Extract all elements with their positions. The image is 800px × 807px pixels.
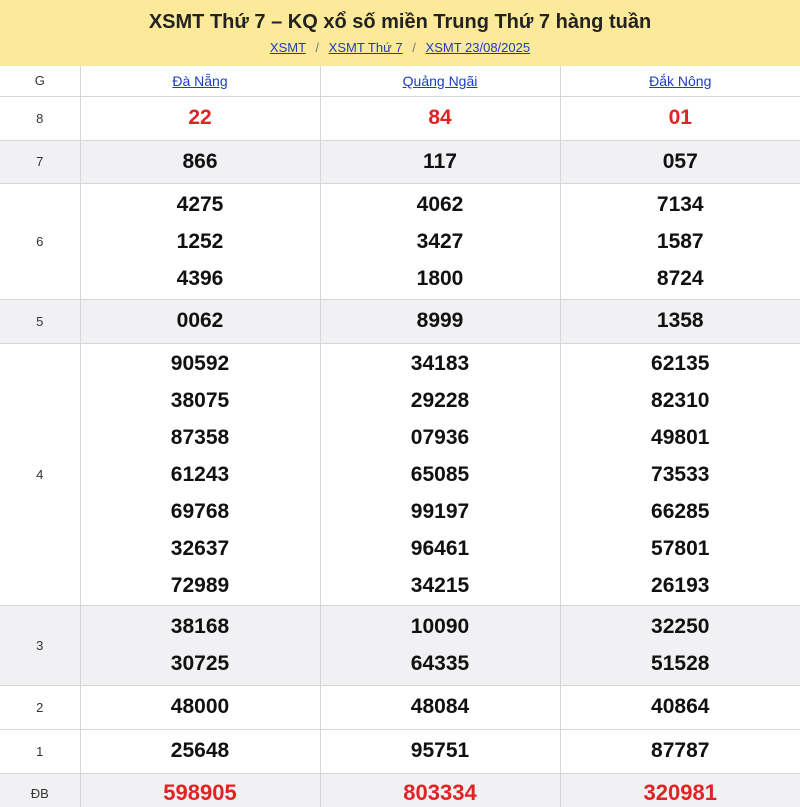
prize-label: 8 <box>0 96 80 140</box>
result-number: 72989 <box>170 573 230 597</box>
prize-row-2 <box>0 685 800 729</box>
result-cell-da-nang <box>80 605 320 685</box>
result-cell-quang-ngai <box>320 729 560 773</box>
prize-row-3 <box>0 605 800 685</box>
result-number: 866 <box>182 149 218 173</box>
result-number: 90592 <box>170 351 230 375</box>
prize-label: 2 <box>0 685 80 729</box>
result-number: 51528 <box>651 652 710 675</box>
result-cell-da-nang <box>80 299 320 343</box>
result-number: 320981 <box>643 780 717 805</box>
result-cell-dak-nong <box>560 140 800 183</box>
result-number: 38168 <box>170 615 230 638</box>
result-number: 73533 <box>651 462 710 486</box>
result-cell-quang-ngai <box>320 140 560 183</box>
result-cell-da-nang <box>80 343 320 605</box>
result-cell-quang-ngai <box>320 343 560 605</box>
result-number: 1587 <box>656 229 704 253</box>
prize-label: 3 <box>0 605 80 685</box>
prize-row-4 <box>0 343 800 605</box>
prize-label: 1 <box>0 729 80 773</box>
result-cell-da-nang <box>80 685 320 729</box>
result-number: 61243 <box>170 462 230 486</box>
result-number: 8999 <box>416 309 464 332</box>
province-link-dak-nong[interactable]: Đắk Nông <box>649 72 712 89</box>
result-number: 40864 <box>651 695 710 718</box>
result-cell-da-nang <box>80 729 320 773</box>
result-number: 01 <box>668 106 692 129</box>
table-header-row <box>0 66 800 96</box>
result-number: 1358 <box>656 309 704 332</box>
result-cell-dak-nong <box>560 343 800 605</box>
result-number: 7134 <box>656 192 704 216</box>
result-number: 30725 <box>170 652 230 675</box>
result-number: 66285 <box>651 499 710 523</box>
results-table <box>0 66 800 807</box>
province-link-da-nang[interactable]: Đà Nẵng <box>172 72 228 89</box>
prize-label: 4 <box>0 343 80 605</box>
result-cell-dak-nong <box>560 773 800 807</box>
result-number: 82310 <box>651 388 710 412</box>
result-number: 803334 <box>403 780 477 805</box>
breadcrumb-link-xsmt[interactable]: XSMT <box>269 40 306 55</box>
prize-row-7 <box>0 140 800 183</box>
province-header-dak-nong <box>560 66 800 96</box>
result-number: 1252 <box>176 229 224 253</box>
result-cell-da-nang <box>80 140 320 183</box>
prize-row-8 <box>0 96 800 140</box>
result-number: 34183 <box>410 351 470 375</box>
result-number: 4396 <box>176 266 224 290</box>
result-number: 87787 <box>651 739 710 762</box>
result-number: 48084 <box>410 695 470 718</box>
prize-row-db <box>0 773 800 807</box>
result-number: 34215 <box>410 573 470 597</box>
result-cell-dak-nong <box>560 299 800 343</box>
result-number: 4062 <box>416 192 464 216</box>
prize-label: 5 <box>0 299 80 343</box>
result-number: 32250 <box>651 615 710 638</box>
page-title: XSMT Thứ 7 – KQ xổ số miền Trung Thứ 7 hàng tuần <box>148 11 652 33</box>
breadcrumb <box>0 40 800 56</box>
prize-row-6 <box>0 183 800 299</box>
prize-label: ĐB <box>0 773 80 807</box>
result-cell-da-nang <box>80 773 320 807</box>
prize-label: 6 <box>0 183 80 299</box>
result-number: 07936 <box>410 425 470 449</box>
result-number: 10090 <box>410 615 470 638</box>
result-number: 117 <box>423 149 457 173</box>
result-cell-da-nang <box>80 96 320 140</box>
result-number: 65085 <box>410 462 470 486</box>
result-cell-dak-nong <box>560 605 800 685</box>
breadcrumb-link-xsmt-thu7[interactable]: XSMT Thứ 7 <box>328 40 403 55</box>
result-number: 95751 <box>410 739 470 762</box>
result-number: 29228 <box>410 388 470 412</box>
result-number: 32637 <box>170 536 230 560</box>
result-number: 49801 <box>651 425 710 449</box>
result-cell-quang-ngai <box>320 773 560 807</box>
result-number: 26193 <box>651 573 710 597</box>
result-number: 0062 <box>176 309 224 332</box>
result-cell-dak-nong <box>560 183 800 299</box>
result-number: 22 <box>188 106 212 129</box>
result-number: 25648 <box>170 739 230 762</box>
result-cell-da-nang <box>80 183 320 299</box>
result-number: 99197 <box>410 499 470 523</box>
result-number: 57801 <box>651 536 710 560</box>
breadcrumb-separator: / <box>412 40 416 55</box>
result-number: 598905 <box>163 780 237 805</box>
breadcrumb-link-date[interactable]: XSMT 23/08/2025 <box>425 40 531 55</box>
result-number: 38075 <box>170 388 230 412</box>
result-number: 87358 <box>170 425 230 449</box>
result-cell-quang-ngai <box>320 685 560 729</box>
prize-label: 7 <box>0 140 80 183</box>
result-number: 69768 <box>170 499 230 523</box>
result-cell-quang-ngai <box>320 96 560 140</box>
result-cell-dak-nong <box>560 685 800 729</box>
breadcrumb-separator: / <box>315 40 320 55</box>
result-number: 4275 <box>176 192 224 216</box>
result-number: 1800 <box>416 266 464 290</box>
result-number: 3427 <box>416 229 464 253</box>
prize-row-5 <box>0 299 800 343</box>
result-number: 96461 <box>410 536 470 560</box>
prize-column-header: G <box>0 66 80 96</box>
result-number: 84 <box>428 106 452 129</box>
result-cell-quang-ngai <box>320 605 560 685</box>
result-number: 8724 <box>656 266 704 290</box>
result-cell-dak-nong <box>560 96 800 140</box>
result-number: 48000 <box>170 695 230 718</box>
results-body <box>0 96 800 807</box>
result-number: 64335 <box>410 652 470 675</box>
province-header-quang-ngai <box>320 66 560 96</box>
prize-row-1 <box>0 729 800 773</box>
result-cell-quang-ngai <box>320 299 560 343</box>
result-number: 62135 <box>651 351 710 375</box>
province-link-quang-ngai[interactable]: Quảng Ngãi <box>402 72 478 89</box>
result-cell-dak-nong <box>560 729 800 773</box>
result-number: 057 <box>662 149 698 173</box>
page-header <box>0 0 800 66</box>
result-cell-quang-ngai <box>320 183 560 299</box>
province-header-da-nang <box>80 66 320 96</box>
